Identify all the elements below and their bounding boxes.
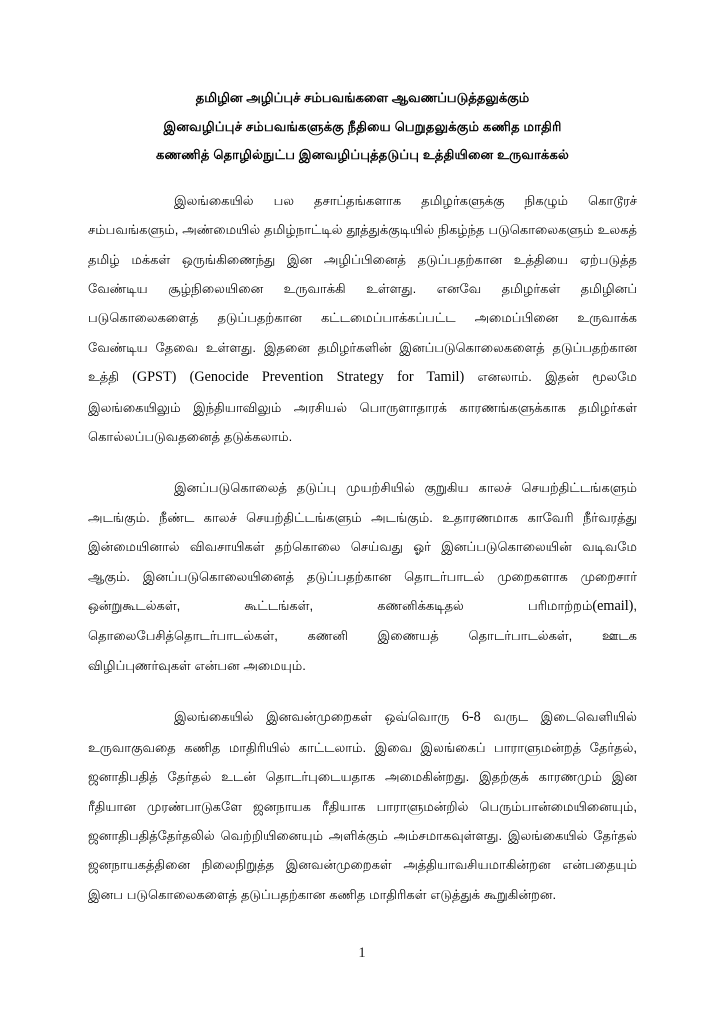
paragraph-2-text-part-2: , தொலைபேசித்தொடர்பாடல்கள், கணனி இணையத் தொடர்பாடல்கள், ஊடக விழிப்புணர்வுகள் என்பன அமையும்.: [88, 598, 637, 673]
title-line-2: இனவழிப்புச் சம்பவங்களுக்கு நீதியை பெறுதலுக்கும் கணித மாதிரி: [163, 118, 562, 134]
title-line-1: தமிழின அழிப்புச் சம்பவங்களை ஆவணப்படுத்தலுக்கும்: [195, 90, 530, 105]
paragraph-3-text-part-2: வருட இடைவெளியில் உருவாகுவதை கணித மாதிரியில் காட்டலாம். இவை இலங்கைப் பாராளுமன்றத் தேர்தல், ஜனாதிபதித் தேர்தல் உடன் தொடர்புடையதாக அமைகின்றது. இதற்குக் காரணமும் இன ரீதியான முரண்பாடுகளே ஜனநாயக ரீதியாக பாராளுமன்றில் பெரும்பான்மையினையும், ஜனாதிபதித்தேர்தலில் வெற்றியினையும் அளிக்கும் அம்சமாகவுள்ளது. இலங்கையில் தேர்தல் ஜனநாயகத்தினை நிலைநிறுத்த இனவன்முறைகள் அத்தியாவசியமாகின்றன என்பதையும் இனப படுகொலைகளைத் தடுப்பதற்கான கணித மாதிரிகள் எடுத்துக் கூறுகின்றன.: [88, 709, 637, 902]
paragraph-1-spacer: [176, 369, 189, 384]
paragraph-1-text-part-1: இலங்கையில் பல தசாப்தங்களாக தமிழர்களுக்கு நிகழும் கொடூரச் சம்பவங்களும், அண்மையில் தமிழ்நாட்டில் தூத்துக்குடியில் நிகழ்ந்த படுகொலைகளும் உலகத் தமிழ் மக்கள் ஒருங்கிணைந்து இன அழிப்பினைத் தடுப்பதற்கான உத்தியை ஏற்படுத்த வேண்டிய சூழ்நிலையினை உருவாக்கி உள்ளது. எனவே தமிழர்கள் தமிழினப் படுகொலைகளைத் தடுப்பதற்கான கட்டமைப்பாக்கப்பட்ட அமைப்பினை உருவாக்க வேண்டிய தேவை உள்ளது. இதனை தமிழர்களின் இனப்படுகொலைகளைத் தடுப்பதற்கான உத்தி: [88, 192, 637, 385]
body-paragraph-2: [88, 473, 637, 680]
gpst-expansion: (Genocide Prevention Strategy for Tamil): [189, 369, 465, 386]
title-line-3: கணணித் தொழில்நுட்ப இனவழிப்புத்தடுப்பு உத்தியினை உருவாக்கல்: [155, 147, 570, 163]
page-title: [88, 84, 637, 170]
paragraph-2-text-part-1: இனப்படுகொலைத் தடுப்பு முயற்சியில் குறுகிய காலச் செயற்திட்டங்களும் அடங்கும். நீண்ட காலச் செயற்திட்டங்களும் அடங்கும். உதாரணமாக காவேரி நீர்வரத்து இன்மையினால் விவசாயிகள் தற்கொலை செய்வது ஓர் இனப்படுகொலையின் வடிவமே ஆகும். இனப்படுகொலையினைத் தடுப்பதற்கான தொடர்பாடல் முறைகளாக முறைசார் ஒன்றுகூடல்கள், கூட்டங்கள், கணனிக்கடிதல் பரிமாற்றம்: [88, 480, 637, 614]
gpst-abbreviation: (GPST): [132, 369, 177, 386]
email-term: (email): [592, 598, 634, 615]
paragraph-1-text-part-3: எனலாம். இதன் மூலமே இலங்கையிலும் இந்தியாவிலும் அரசியல் பொருளாதாரக் காரணங்களுக்காக தமிழர்கள் கொல்லப்படுவதனைத் தடுக்கலாம்.: [88, 369, 637, 445]
page-content: [88, 84, 637, 909]
body-paragraph-3: [88, 702, 637, 909]
body-paragraph-1: [88, 186, 637, 452]
page-number: 1: [358, 945, 366, 961]
paragraph-3-text-part-1: இலங்கையில் இனவன்முறைகள் ஒவ்வொரு: [174, 709, 462, 725]
year-interval-value: 6-8: [461, 709, 481, 726]
